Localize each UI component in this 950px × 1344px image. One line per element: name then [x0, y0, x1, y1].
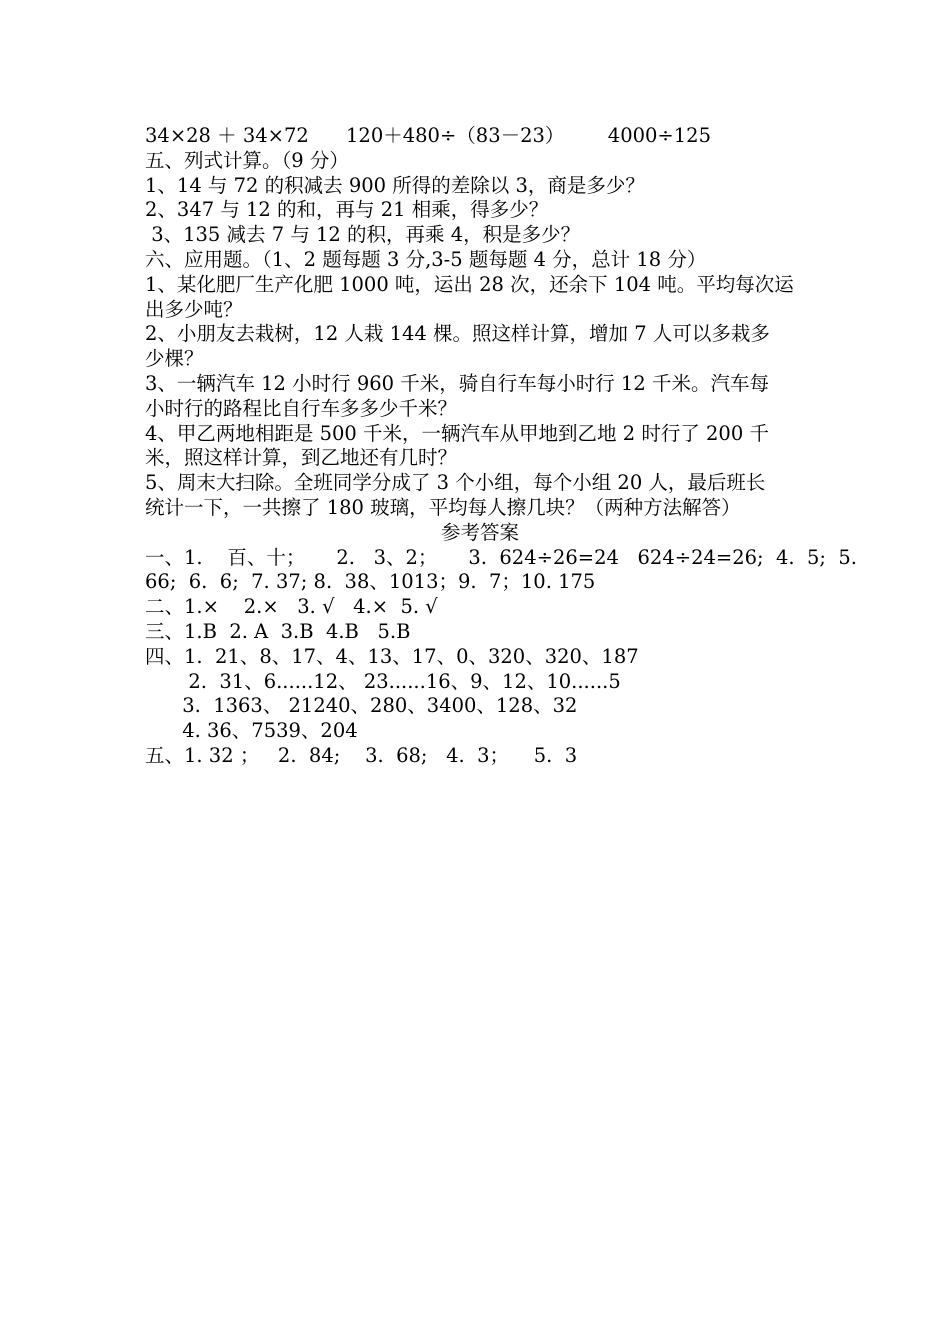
section-five-heading: 五、列式计算。（9 分）: [145, 148, 349, 172]
answer-section-four-line-3: 3. 1363、 21240、280、3400、128、32: [145, 694, 578, 718]
section-six-question-1-line-1: 1、某化肥厂生产化肥 1000 吨，运出 28 次，还余下 104 吨。平均每次运: [145, 272, 794, 296]
document-body: [145, 124, 857, 769]
answer-section-five: 五、1. 32 ； 2. 84; 3. 68; 4. 3； 5. 3: [145, 743, 578, 767]
answer-section-four-line-2: 2. 31、6......12、 23......16、9、12、10......5: [145, 669, 621, 693]
answer-section-one-line-2: 66; 6. 6; 7. 37; 8. 38、1013；9. 7；10. 175: [145, 570, 596, 594]
answer-section-four-line-1: 四、1. 21、8、17、4、13、17、0、320、320、187: [145, 644, 639, 668]
section-six-question-2-line-1: 2、小朋友去栽树，12 人栽 144 棵。照这样计算，增加 7 人可以多栽多: [145, 322, 770, 346]
section-five-question-2: 2、347 与 12 的和，再与 21 相乘，得多少？: [145, 198, 549, 222]
section-six-question-4-line-2: 米，照这样计算，到乙地还有几时？: [145, 446, 458, 470]
section-five-question-3: 3、135 减去 7 与 12 的积，再乘 4，积是多少？: [145, 223, 581, 247]
answer-section-four-line-4: 4. 36、7539、204: [145, 719, 358, 743]
section-five-question-1: 1、14 与 72 的积减去 900 所得的差除以 3，商是多少？: [145, 173, 645, 197]
section-six-question-5-line-2: 统计一下，一共擦了 180 玻璃，平均每人擦几块？（两种方法解答）: [145, 495, 741, 519]
section-six-question-3-line-2: 小时行的路程比自行车多多少千米？: [145, 396, 458, 420]
section-six-question-2-line-2: 少棵？: [145, 347, 204, 371]
section-six-question-1-line-2: 出多少吨？: [145, 297, 243, 321]
answer-section-one-line-1: 一、1. 百、十； 2. 3、2； 3. 624÷26=24 624÷24=26; 4. 5; 5.: [145, 545, 857, 569]
answer-section-three: 三、1.B 2. A 3.B 4.B 5.B: [145, 619, 411, 643]
answer-section-two: 二、1.× 2.× 3. √ 4.× 5. √: [145, 595, 438, 619]
answers-title: 参考答案: [440, 520, 519, 544]
section-six-heading: 六、应用题。（1、2 题每题 3 分,3-5 题每题 4 分，总计 18 分）: [145, 247, 707, 271]
arithmetic-problems-line: 34×28 ＋ 34×72 120＋480÷（83－23） 4000÷125: [145, 124, 711, 147]
section-six-question-4-line-1: 4、甲乙两地相距是 500 千米，一辆汽车从甲地到乙地 2 时行了 200 千: [145, 421, 769, 445]
section-six-question-3-line-1: 3、一辆汽车 12 小时行 960 千米，骑自行车每小时行 12 千米。汽车每: [145, 371, 769, 395]
section-six-question-5-line-1: 5、周末大扫除。全班同学分成了 3 个小组，每个小组 20 人，最后班长: [145, 471, 766, 495]
